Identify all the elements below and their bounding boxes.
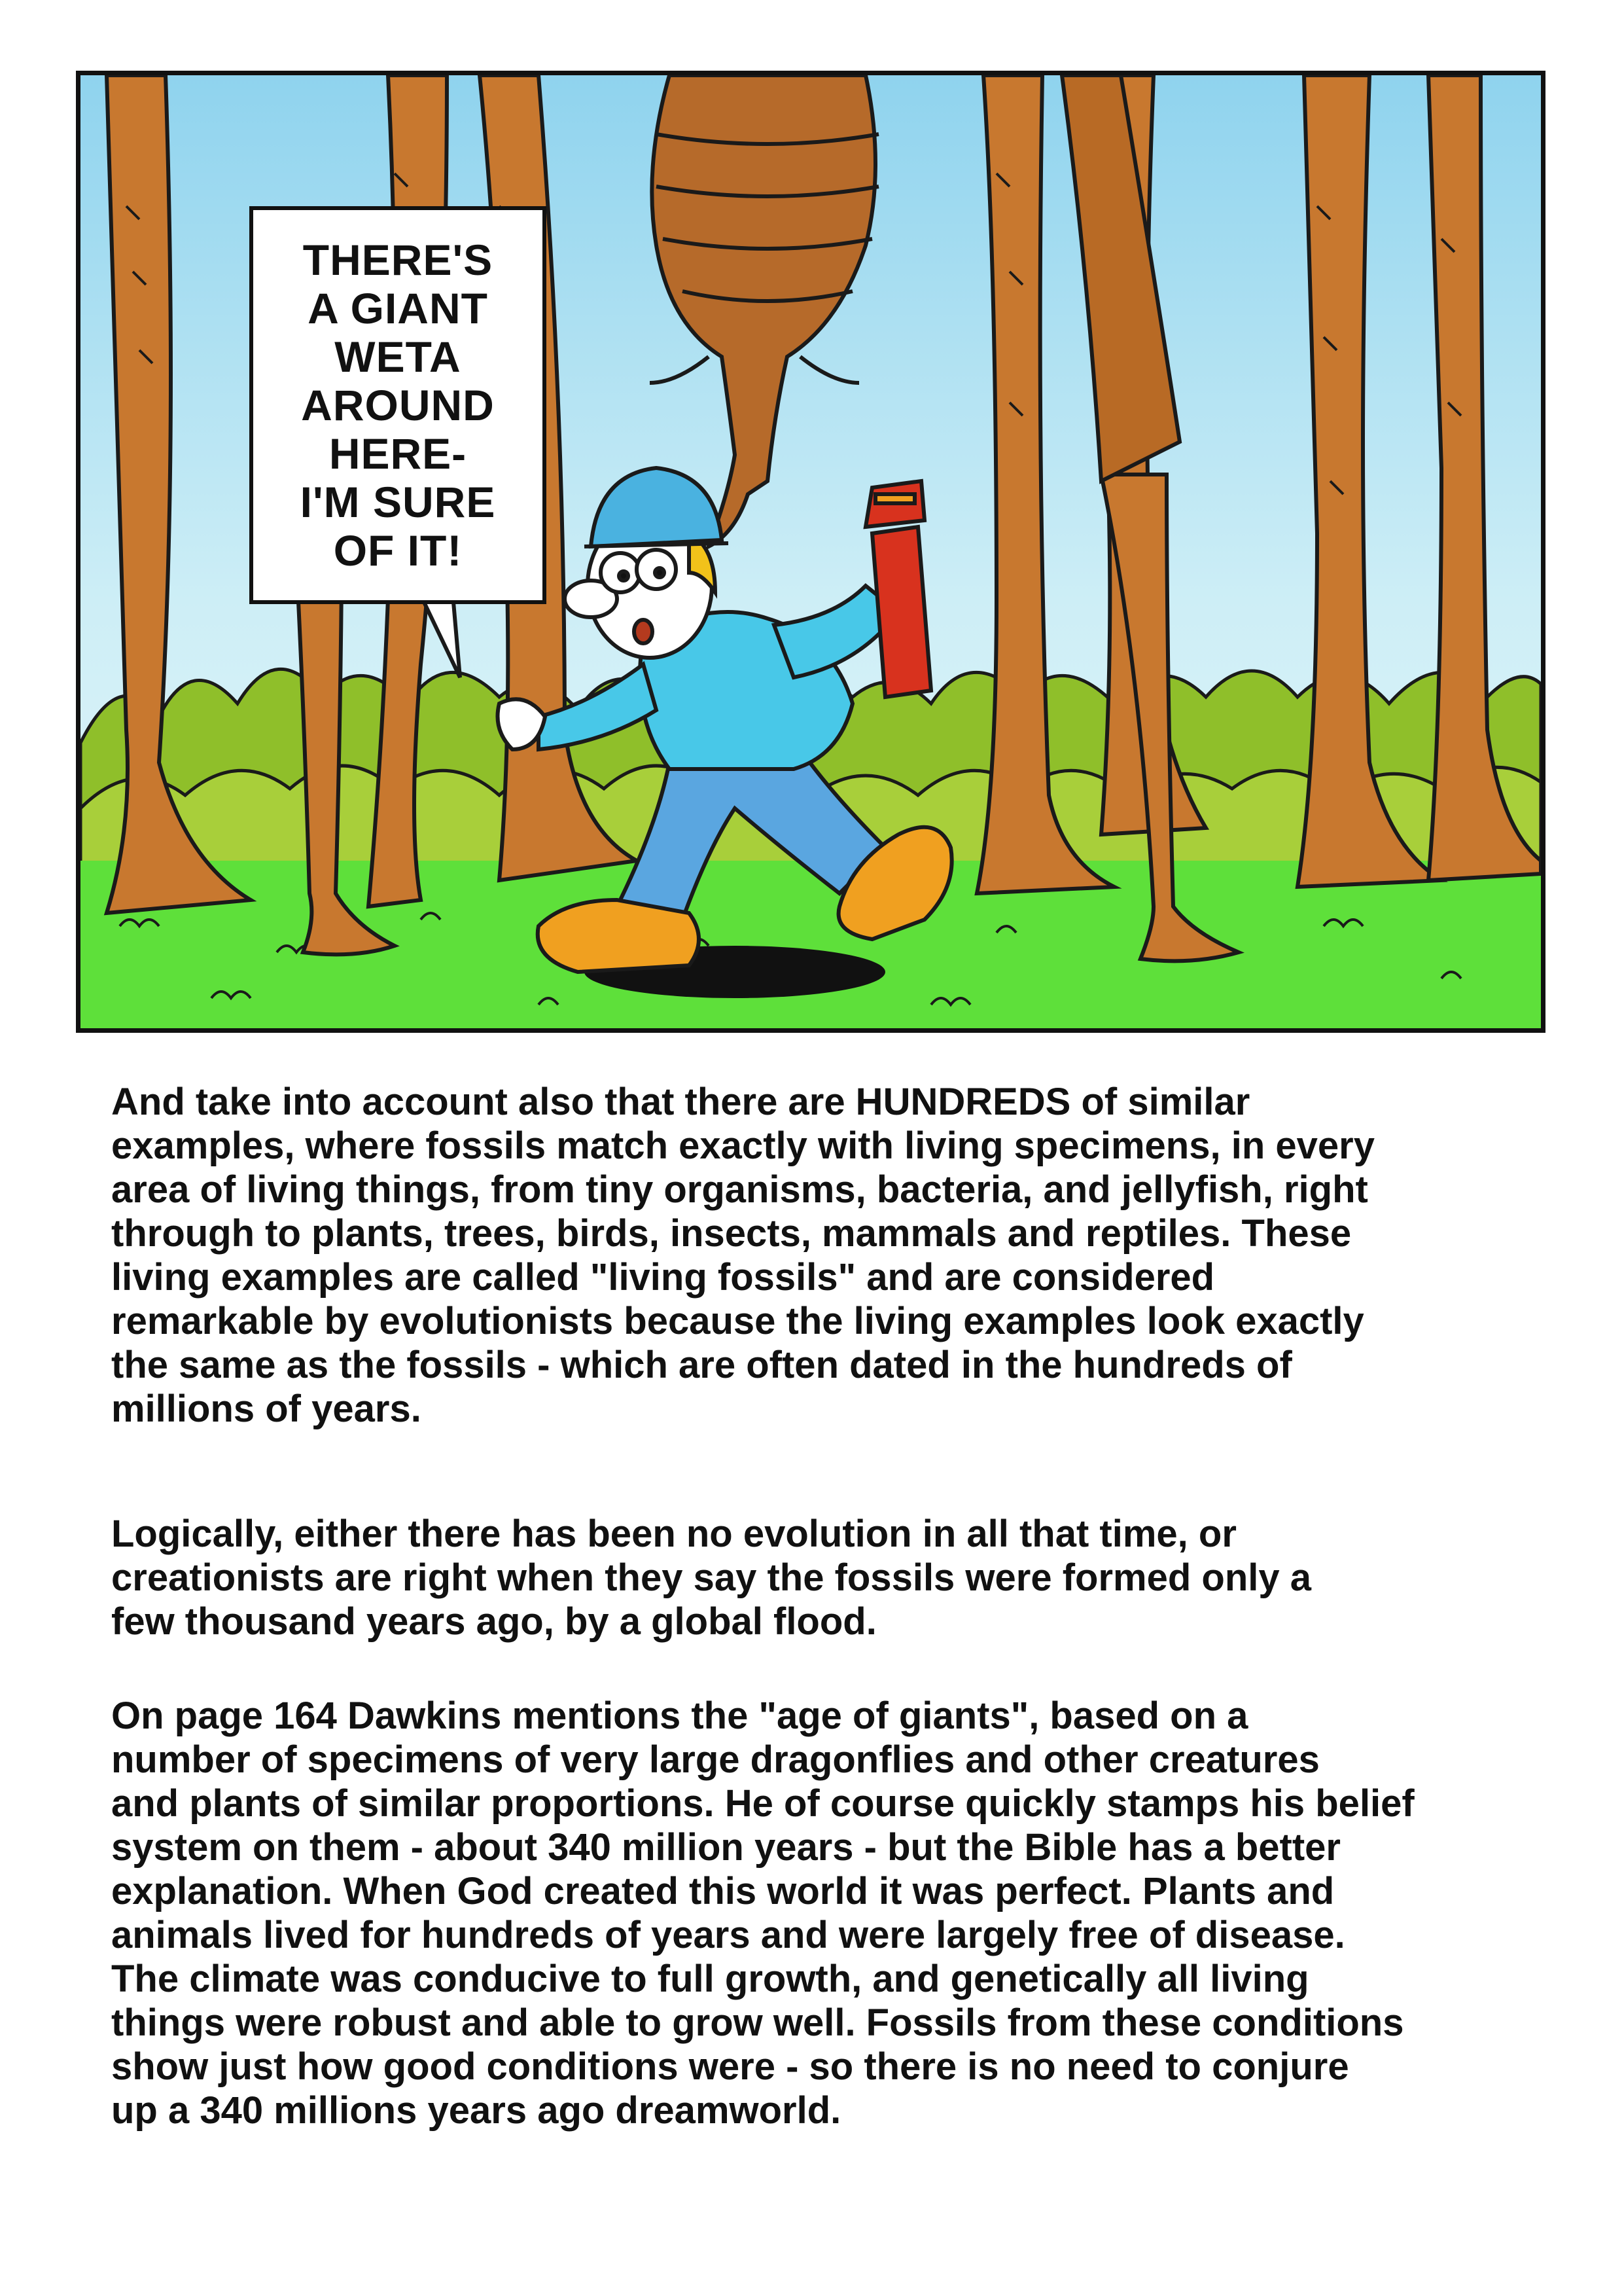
text-line: millions of years. bbox=[111, 1388, 421, 1430]
text-line: And take into account also that there are HUNDREDS of similar bbox=[111, 1081, 1250, 1123]
text-line: few thousand years ago, by a global flood. bbox=[111, 1600, 877, 1643]
paragraph-living-fossils bbox=[111, 1080, 1551, 1431]
paragraph-age-of-giants bbox=[111, 1694, 1551, 2132]
speech-bubble-text bbox=[300, 236, 496, 575]
text-line: animals lived for hundreds of years and were largely free of disease. bbox=[111, 1914, 1345, 1956]
comic-panel bbox=[76, 71, 1545, 1033]
paragraph-logically bbox=[111, 1512, 1551, 1643]
text-line: remarkable by evolutionists because the living examples look exactly bbox=[111, 1300, 1364, 1342]
text-line: and plants of similar proportions. He of course quickly stamps his belief bbox=[111, 1782, 1415, 1825]
text-line: examples, where fossils match exactly with living specimens, in every bbox=[111, 1124, 1375, 1167]
speech-line: AROUND bbox=[301, 381, 495, 429]
text-line: through to plants, trees, birds, insects, mammals and reptiles. These bbox=[111, 1212, 1352, 1255]
speech-line: THERE'S bbox=[302, 236, 493, 284]
text-line: The climate was conducive to full growth, and genetically all living bbox=[111, 1958, 1309, 2000]
speech-line: WETA bbox=[334, 332, 461, 381]
text-line: area of living things, from tiny organisms, bacteria, and jellyfish, right bbox=[111, 1168, 1368, 1211]
text-line: On page 164 Dawkins mentions the "age of giants", based on a bbox=[111, 1695, 1248, 1737]
text-line: things were robust and able to grow well. Fossils from these conditions bbox=[111, 2001, 1404, 2044]
text-line: Logically, either there has been no evolution in all that time, or bbox=[111, 1513, 1237, 1555]
text-line: number of specimens of very large dragonflies and other creatures bbox=[111, 1738, 1320, 1781]
text-line: system on them - about 340 million years - but the Bible has a better bbox=[111, 1826, 1341, 1869]
speech-line: A GIANT bbox=[308, 284, 488, 332]
text-line: living examples are called "living fossils" and are considered bbox=[111, 1256, 1215, 1299]
speech-line: HERE- bbox=[328, 429, 467, 478]
speech-line: OF IT! bbox=[333, 526, 463, 575]
text-line: the same as the fossils - which are often dated in the hundreds of bbox=[111, 1344, 1292, 1386]
text-line: show just how good conditions were - so there is no need to conjure bbox=[111, 2045, 1349, 2088]
text-line: up a 340 millions years ago dreamworld. bbox=[111, 2089, 841, 2132]
text-line: creationists are right when they say the fossils were formed only a bbox=[111, 1556, 1312, 1599]
text-line: explanation. When God created this world it was perfect. Plants and bbox=[111, 1870, 1335, 1912]
speech-bubble bbox=[249, 206, 546, 604]
speech-line: I'M SURE bbox=[300, 478, 496, 526]
